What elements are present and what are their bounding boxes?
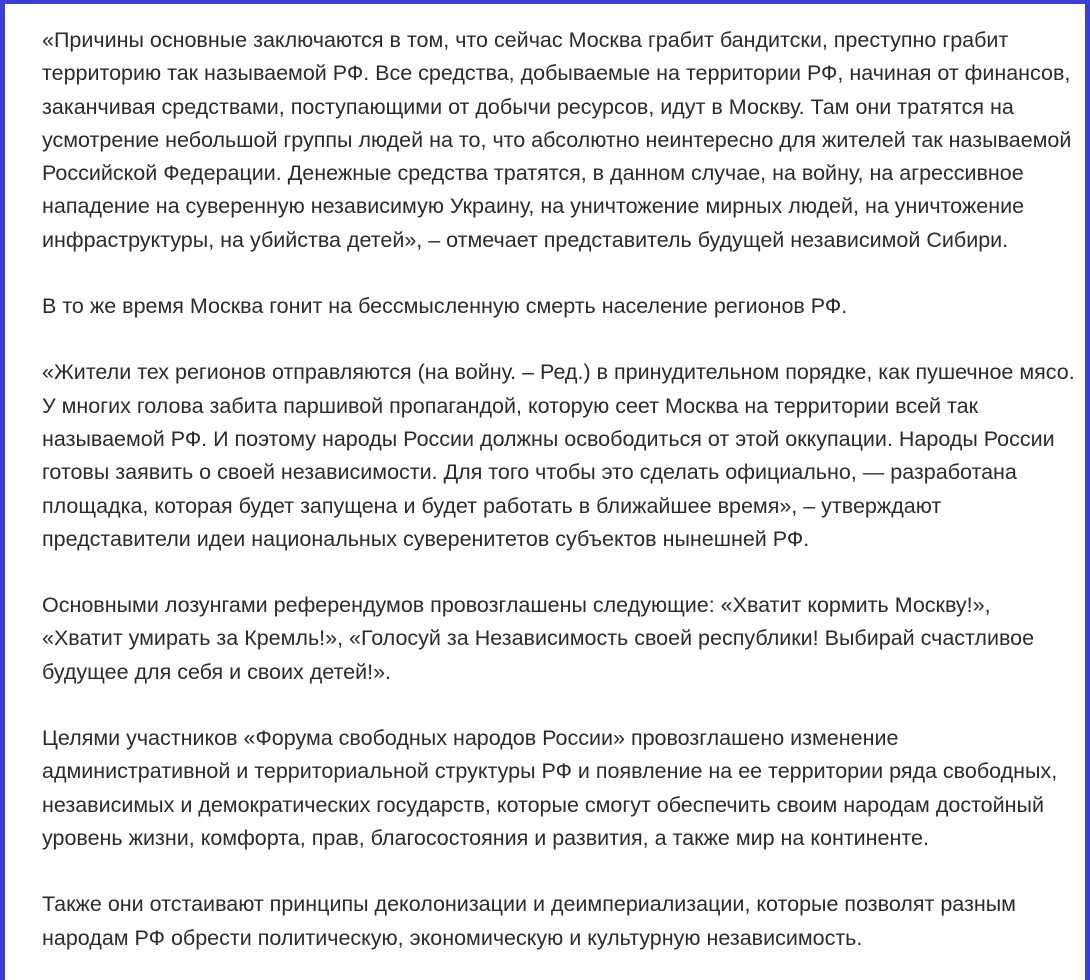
paragraph-1: «Причины основные заключаются в том, что сейчас Москва грабит бандитски, преступно грабит территорию так называемой РФ. Все средства, добываемые на территории РФ, начиная от финансов, заканчивая средствами, поступающими от добычи ресурсов, идут в Москву. Там они тратятся на усмотрение небольшой группы людей на то, что абсолютно неинтересно для жителей так называемой Российской Федерации. Денежные средства тратятся, в данном случае, на войну, на агрессивное нападение на суверенную независимую Украину, на уничтожение мирных людей, на уничтожение инфраструктуры, на убийства детей», – отмечает представитель будущей независимой Сибири. <box>42 28 1072 252</box>
paragraph-2: В то же время Москва гонит на бессмысленную смерть население регионов РФ. <box>42 294 848 319</box>
paragraph-5: Целями участников «Форума свободных народов России» провозглашено изменение административной и территориальной структуры РФ и появление на ее территории ряда свободных, независимых и демократических государств, которые смогут обеспечить своим народам достойный уровень жизни, комфорта, прав, благосостояния и развития, а также мир на континенте. <box>42 726 1058 850</box>
paragraph-4: Основными лозунгами референдумов провозглашены следующие: «Хватит кормить Москву!», «Хватит умирать за Кремль!», «Голосуй за Независимость своей республики! Выбирай счастливое будущее для себя и своих детей!». <box>42 593 1035 684</box>
article-body <box>42 24 1077 955</box>
paragraph-3: «Жители тех регионов отправляются (на войну. – Ред.) в принудительном порядке, как пушечное мясо. У многих голова забита паршивой пропагандой, которую сеет Москва на территории всей так называемой РФ. И поэтому народы России должны освободиться от этой оккупации. Народы России готовы заявить о своей независимости. Для того чтобы это сделать официально, — разработана площадка, которая будет запущена и будет работать в ближайшее время», – утверждают представители идеи национальных суверенитетов субъектов нынешней РФ. <box>42 360 1075 551</box>
paragraph-6: Также они отстаивают принципы деколонизации и деимпериализации, которые позволят разным народам РФ обрести политическую, экономическую и культурную независимость. <box>42 892 1016 950</box>
